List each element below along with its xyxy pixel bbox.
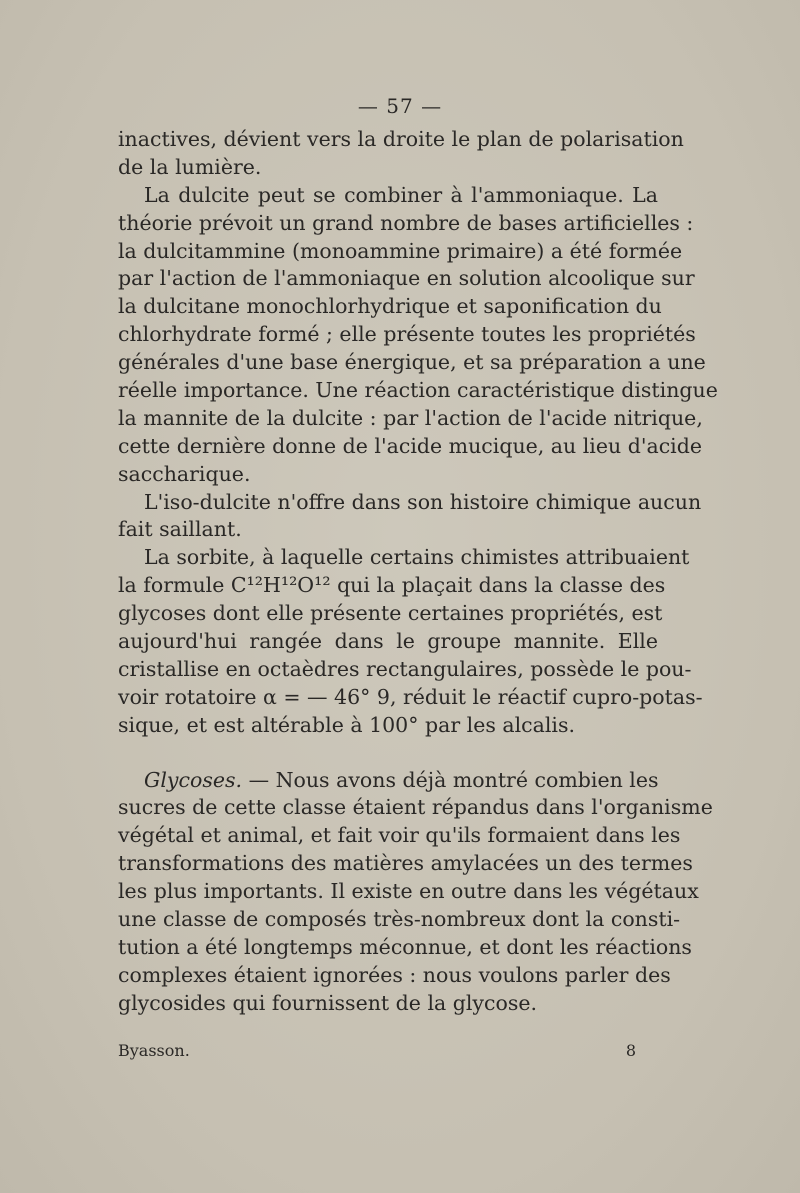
text-line: L'iso-dulcite n'offre dans son histoire chimique aucun <box>144 489 702 514</box>
text-line: tution a été longtemps méconnue, et dont les réactions <box>118 934 692 959</box>
text-line: cette dernière donne de l'acide mucique, au lieu d'acide <box>118 433 702 458</box>
text-line: la mannite de la dulcite : par l'action de l'acide nitrique, <box>118 405 703 430</box>
text-line: saccharique. <box>118 461 251 486</box>
text-line: végétal et animal, et fait voir qu'ils formaient dans les <box>118 823 681 848</box>
text-line: les plus importants. Il existe en outre dans les végétaux <box>118 879 699 904</box>
text-line: voir rotatoire α = — 46° 9, réduit le réactif cupro-potas- <box>118 684 703 709</box>
text-line: inactives, dévient vers la droite le plan de polarisation <box>118 127 684 151</box>
text-line: la dulcitammine (monoammine primaire) a été formée <box>118 238 683 263</box>
text-line: sucres de cette classe étaient répandus dans l'organisme <box>118 795 713 820</box>
printer-signature: Byasson. <box>118 1041 190 1060</box>
page-body <box>118 126 718 1018</box>
paragraph-gap <box>118 740 658 767</box>
text-line: théorie prévoit un grand nombre de bases artificielles : <box>118 210 694 235</box>
text-line: fait saillant. <box>118 517 242 542</box>
text-line: aujourd'hui rangée dans le groupe mannite. Elle <box>118 629 658 654</box>
text-line: sique, et est altérable à 100° par les alcalis. <box>118 712 576 737</box>
text-line: cristallise en octaèdres rectangulaires, possède le pou- <box>118 656 692 681</box>
text-line: glycosides qui fournissent de la glycose. <box>118 990 537 1015</box>
text-line: glycoses dont elle présente certaines propriétés, est <box>118 601 663 626</box>
text-line: chlorhydrate formé ; elle présente toutes les propriétés <box>118 322 696 347</box>
text-line: La dulcite peut se combiner à l'ammoniaque. La <box>144 182 658 207</box>
text-line-continuation: — Nous avons déjà montré combien les <box>248 767 659 792</box>
text-line <box>118 767 658 795</box>
text-line: générales d'une base énergique, et sa préparation a une <box>118 350 706 375</box>
text-line: La sorbite, à laquelle certains chimistes attribuaient <box>144 545 690 570</box>
section-heading: Glycoses. <box>144 767 243 792</box>
text-line: une classe de composés très-nombreux dont la consti- <box>118 907 681 932</box>
text-line: réelle importance. Une réaction caractéristique distingue <box>118 378 718 403</box>
text-line: de la lumière. <box>118 154 262 179</box>
text-line: complexes étaient ignorées : nous voulons parler des <box>118 962 671 987</box>
text-line: par l'action de l'ammoniaque en solution alcoolique sur <box>118 266 695 291</box>
sheet-number: 8 <box>625 1041 636 1060</box>
text-line: la formule C¹²H¹²O¹² qui la plaçait dans la classe des <box>118 573 666 598</box>
text-line: transformations des matières amylacées un des termes <box>118 851 693 876</box>
text-line: la dulcitane monochlorhydrique et saponification du <box>118 294 662 319</box>
page-number: — 57 — <box>357 94 443 118</box>
